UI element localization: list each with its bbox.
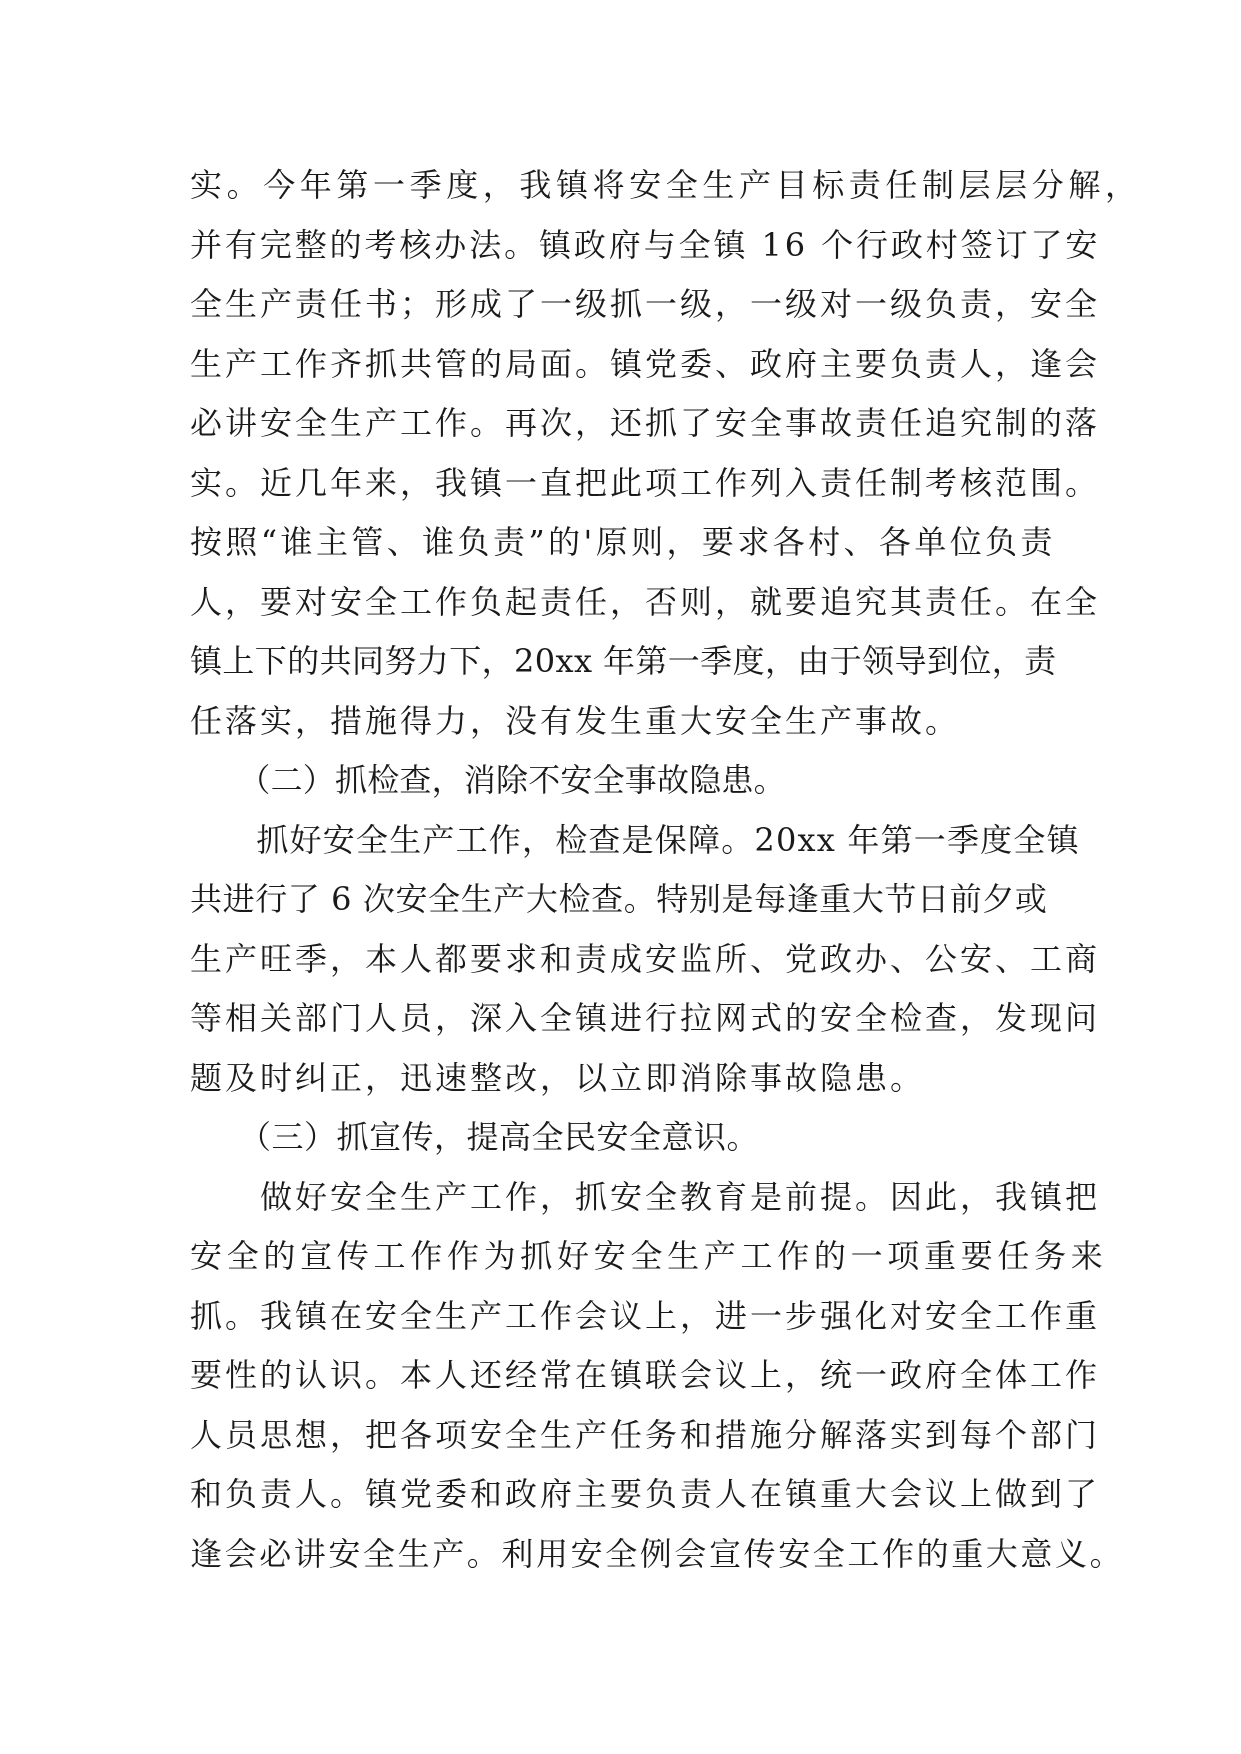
text-line: 抓好安全生产工作，检查是保障。20xx 年第一季度全镇 <box>190 820 1080 859</box>
text-line: 实。今年第一季度，我镇将安全生产目标责任制层层分解， <box>190 166 1142 204</box>
text-line: 并有完整的考核办法。镇政府与全镇 16 个行政村签订了安 <box>190 225 1101 264</box>
text-line: 实。近几年来，我镇一直把此项工作列入责任制考核范围。 <box>190 463 1101 502</box>
text-line: 人员思想，把各项安全生产任务和措施分解落实到每个部门 <box>190 1415 1101 1454</box>
text-line: 和负责人。镇党委和政府主要负责人在镇重大会议上做到了 <box>190 1475 1101 1513</box>
section-heading: （二）抓检查，消除不安全事故隐患。 <box>190 761 786 799</box>
text-line: 题及时纠正，迅速整改，以立即消除事故隐患。 <box>190 1058 926 1097</box>
text-line: 生产工作齐抓共管的局面。镇党委、政府主要负责人，逢会 <box>190 344 1101 383</box>
text-line: 按照“谁主管、谁负责”的'原则，要求各村、各单位负责 <box>190 523 1056 561</box>
text-line: 任落实，措施得力，没有发生重大安全生产事故。 <box>190 701 961 740</box>
text-line: 共进行了 6 次安全生产大检查。特别是每逢重大节日前夕或 <box>190 880 1048 918</box>
text-line: 生产旺季，本人都要求和责成安监所、党政办、公安、工商 <box>190 939 1101 978</box>
document-body <box>190 156 1142 1584</box>
section-heading: （三）抓宣传，提高全民安全意识。 <box>190 1118 760 1156</box>
text-line: 等相关部门人员，深入全镇进行拉网式的安全检查，发现问 <box>190 999 1101 1037</box>
text-line: 要性的认识。本人还经常在镇联会议上，统一政府全体工作 <box>190 1356 1101 1394</box>
text-line: 做好安全生产工作，抓安全教育是前提。因此，我镇把 <box>190 1177 1101 1216</box>
text-line: 人，要对安全工作负起责任，否则，就要追究其责任。在全 <box>190 582 1101 621</box>
text-line: 镇上下的共同努力下，20xx 年第一季度，由于领导到位，责 <box>190 642 1057 680</box>
text-line: 逢会必讲安全生产。利用安全例会宣传安全工作的重大意义。 <box>190 1534 1125 1573</box>
text-line: 全生产责任书；形成了一级抓一级，一级对一级负责，安全 <box>190 285 1101 323</box>
text-line: 必讲安全生产工作。再次，还抓了安全事故责任追究制的落 <box>190 404 1101 442</box>
text-line: 安全的宣传工作作为抓好安全生产工作的一项重要任务来 <box>190 1237 1108 1275</box>
text-line: 抓。我镇在安全生产工作会议上，进一步强化对安全工作重 <box>190 1296 1101 1335</box>
